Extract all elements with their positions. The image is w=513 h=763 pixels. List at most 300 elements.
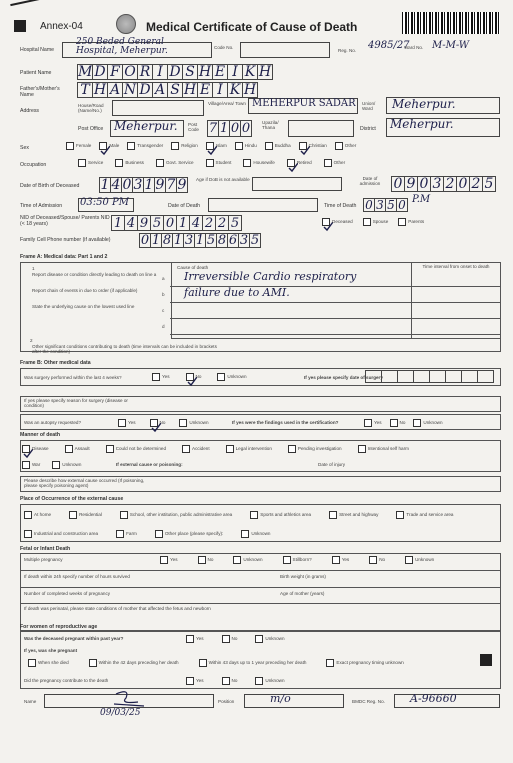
date-cell[interactable] xyxy=(397,370,414,383)
checkbox[interactable] xyxy=(120,511,128,519)
option-item[interactable] xyxy=(222,635,238,643)
fetal-title: Fetal or Infant Death xyxy=(20,546,71,552)
char-cell[interactable]: 7 xyxy=(166,177,176,193)
char-cell[interactable]: H xyxy=(243,82,257,98)
option-item[interactable] xyxy=(22,445,49,453)
char-cell[interactable]: 0 xyxy=(122,177,132,193)
patient-label: Patient Name xyxy=(20,70,52,76)
char-cell[interactable]: I xyxy=(227,64,243,80)
date-cell[interactable] xyxy=(461,370,478,383)
age-field[interactable] xyxy=(252,177,342,191)
option-label: Sports and athletics area xyxy=(260,511,312,517)
option-item[interactable] xyxy=(233,556,262,564)
option-item[interactable] xyxy=(255,677,284,685)
option-label: No xyxy=(399,420,406,426)
checkbox[interactable] xyxy=(155,530,163,538)
checkbox[interactable] xyxy=(217,373,225,381)
surgery-reason-label: If yes please specify reason for surgery (disease or condition) xyxy=(24,398,128,409)
option-item[interactable] xyxy=(206,142,227,150)
option-item[interactable] xyxy=(363,218,389,226)
option-item[interactable] xyxy=(299,142,327,150)
char-cell[interactable]: 1 xyxy=(151,233,161,248)
option-item[interactable] xyxy=(198,556,214,564)
option-label: Christian xyxy=(308,143,327,149)
post-office-value: Meherpur. xyxy=(114,119,178,133)
char-cell[interactable]: I xyxy=(152,64,168,80)
option-item[interactable] xyxy=(120,511,232,519)
char-cell[interactable]: 0 xyxy=(230,121,240,136)
checkbox[interactable] xyxy=(66,142,74,150)
option-item[interactable] xyxy=(288,445,342,453)
nid-label: NID of Deceased/Spouse/ Parents NID (< 18 years) xyxy=(20,215,110,227)
occupation-options[interactable] xyxy=(78,158,408,168)
checkbox[interactable] xyxy=(127,142,135,150)
checkbox[interactable] xyxy=(206,159,214,167)
death-date-field[interactable] xyxy=(208,198,318,212)
cause-row-number: 1 xyxy=(32,266,35,271)
char-cell[interactable]: 3 xyxy=(239,233,249,248)
checkbox[interactable] xyxy=(150,419,158,427)
char-cell[interactable]: H xyxy=(198,64,212,80)
option-item[interactable] xyxy=(186,373,202,381)
age-label: Age if DoB is not available xyxy=(196,177,250,182)
nid-cells[interactable] xyxy=(112,215,242,231)
checkbox[interactable] xyxy=(265,142,273,150)
option-item[interactable] xyxy=(396,511,453,519)
option-label: Unknown xyxy=(227,374,247,380)
option-label: Disease xyxy=(32,446,49,452)
date-cell[interactable] xyxy=(365,370,382,383)
option-label: Religion xyxy=(181,143,198,149)
option-item[interactable] xyxy=(186,677,204,685)
option-item[interactable] xyxy=(65,445,90,453)
checkbox[interactable] xyxy=(24,530,32,538)
char-cell[interactable]: 1 xyxy=(144,177,154,193)
option-item[interactable] xyxy=(115,159,144,167)
checkbox[interactable] xyxy=(198,556,206,564)
char-cell[interactable]: 0 xyxy=(363,198,375,212)
frame-b-title: Frame B: Other medical data xyxy=(20,360,91,366)
option-item[interactable] xyxy=(398,218,424,226)
checkbox[interactable] xyxy=(206,142,214,150)
char-cell[interactable]: 0 xyxy=(456,176,470,192)
admission-date-cells[interactable] xyxy=(392,176,496,192)
char-cell[interactable]: 3 xyxy=(374,198,386,212)
char-cell[interactable]: D xyxy=(92,64,108,80)
char-cell[interactable]: M xyxy=(78,64,93,80)
char-cell[interactable]: I xyxy=(212,82,228,98)
option-item[interactable] xyxy=(152,373,170,381)
checkbox[interactable] xyxy=(322,218,330,226)
bmdc-label: BMDC Reg. No. xyxy=(352,699,385,704)
fetal-options[interactable] xyxy=(160,555,500,565)
checkbox[interactable] xyxy=(52,461,60,469)
char-cell[interactable]: 1 xyxy=(195,233,205,248)
char-cell[interactable]: 0 xyxy=(396,198,408,212)
district-value: Meherpur. xyxy=(390,117,454,131)
interval-col-header: Time interval from onset to death xyxy=(422,264,490,269)
option-item[interactable] xyxy=(413,419,442,427)
checkbox[interactable] xyxy=(22,445,30,453)
checkbox[interactable] xyxy=(358,445,366,453)
date-cell[interactable] xyxy=(413,370,430,383)
option-item[interactable] xyxy=(69,511,102,519)
char-cell[interactable]: 5 xyxy=(250,233,260,248)
surgery-date-cells[interactable] xyxy=(366,370,494,383)
manner-options-2[interactable] xyxy=(22,460,112,470)
autopsy-question: Was an autopsy requested? xyxy=(24,420,82,425)
manner-title: Manner of death xyxy=(20,432,61,438)
option-item[interactable] xyxy=(217,373,246,381)
option-label: Retired xyxy=(296,160,312,166)
cause-value: Irreversible Cardio respiratory xyxy=(184,270,357,283)
checkbox[interactable] xyxy=(287,159,295,167)
option-item[interactable] xyxy=(226,445,272,453)
char-cell[interactable]: 8 xyxy=(217,233,227,248)
char-cell[interactable]: 4 xyxy=(111,177,121,193)
char-cell[interactable]: H xyxy=(183,82,197,98)
option-label: Unknown xyxy=(243,557,263,563)
option-label: Service xyxy=(88,160,104,166)
father-name-cells[interactable] xyxy=(78,82,258,98)
position-field[interactable] xyxy=(244,694,344,708)
place-title: Place of Occurrence of the external cause xyxy=(20,496,124,502)
reg-value: 4985/27 xyxy=(368,40,410,51)
option-item[interactable] xyxy=(364,419,382,427)
char-cell[interactable]: K xyxy=(227,82,243,98)
char-cell[interactable]: 9 xyxy=(177,177,187,193)
option-item[interactable] xyxy=(179,419,208,427)
char-cell[interactable]: 2 xyxy=(469,176,483,192)
option-label: Assault xyxy=(74,446,90,452)
char-cell[interactable]: D xyxy=(137,82,153,98)
checkbox[interactable] xyxy=(326,659,334,667)
option-item[interactable] xyxy=(89,659,179,667)
checkbox[interactable] xyxy=(243,159,251,167)
char-cell[interactable]: 5 xyxy=(385,198,397,212)
option-item[interactable] xyxy=(118,419,136,427)
char-cell[interactable]: 9 xyxy=(155,177,165,193)
char-cell[interactable]: 2 xyxy=(215,215,229,231)
char-cell[interactable]: 4 xyxy=(124,215,138,231)
char-cell[interactable]: 5 xyxy=(150,215,164,231)
checkbox[interactable] xyxy=(233,556,241,564)
cause-row-letter: a xyxy=(162,276,165,281)
option-item[interactable] xyxy=(99,142,119,150)
option-label: Within 43 days up to 1 year preceding her death xyxy=(208,660,307,666)
checkbox[interactable] xyxy=(405,556,413,564)
option-label: Yes xyxy=(341,557,350,563)
option-label: Could not be determined xyxy=(115,446,166,452)
option-item[interactable] xyxy=(255,635,284,643)
checkbox[interactable] xyxy=(283,556,291,564)
option-item[interactable] xyxy=(156,159,194,167)
checkbox[interactable] xyxy=(332,556,340,564)
date-cell[interactable] xyxy=(381,370,398,383)
char-cell[interactable]: 0 xyxy=(417,176,431,192)
checkbox[interactable] xyxy=(152,373,160,381)
option-item[interactable] xyxy=(66,142,91,150)
option-item[interactable] xyxy=(222,677,238,685)
option-item[interactable] xyxy=(265,142,291,150)
option-item[interactable] xyxy=(171,142,198,150)
option-item[interactable] xyxy=(235,142,257,150)
char-cell[interactable]: 2 xyxy=(443,176,457,192)
checkbox[interactable] xyxy=(65,445,73,453)
surgery-options[interactable] xyxy=(152,372,302,382)
checkbox[interactable] xyxy=(199,659,207,667)
char-cell[interactable]: K xyxy=(242,64,258,80)
cause-line xyxy=(170,318,500,319)
char-cell[interactable]: 7 xyxy=(208,121,218,136)
option-item[interactable] xyxy=(182,445,210,453)
char-cell[interactable]: 1 xyxy=(173,233,183,248)
checkbox[interactable] xyxy=(115,159,123,167)
position-label: Position xyxy=(218,699,235,704)
char-cell[interactable]: 5 xyxy=(228,215,242,231)
option-label: Street and highway xyxy=(339,511,379,517)
option-item[interactable] xyxy=(24,530,98,538)
char-cell[interactable]: 6 xyxy=(228,233,238,248)
checkbox[interactable] xyxy=(369,556,377,564)
checkbox[interactable] xyxy=(24,511,32,519)
checkbox[interactable] xyxy=(222,677,230,685)
checkbox[interactable] xyxy=(182,445,190,453)
char-cell[interactable]: 0 xyxy=(140,233,150,248)
if-yes-label: If yes, was she pregnant xyxy=(24,648,78,653)
checkbox[interactable] xyxy=(226,445,234,453)
option-label: Student xyxy=(215,160,232,166)
option-item[interactable] xyxy=(326,659,403,667)
option-item[interactable] xyxy=(78,159,103,167)
birth-weight-label: Birth weight (in grams) xyxy=(280,574,326,579)
checkbox[interactable] xyxy=(106,445,114,453)
sex-religion-options[interactable] xyxy=(66,141,500,151)
checkbox[interactable] xyxy=(186,373,194,381)
option-item[interactable] xyxy=(52,461,81,469)
death-time-cells[interactable] xyxy=(364,198,408,212)
option-item[interactable] xyxy=(283,556,312,564)
char-cell[interactable]: 3 xyxy=(430,176,444,192)
option-label: Other xyxy=(344,143,357,149)
phone-cells[interactable] xyxy=(140,233,261,248)
checkbox[interactable] xyxy=(160,556,168,564)
admission-time-value: 03:50 PM xyxy=(80,197,129,208)
option-item[interactable] xyxy=(127,142,163,150)
char-cell[interactable]: 8 xyxy=(162,233,172,248)
char-cell[interactable]: 4 xyxy=(189,215,203,231)
option-label: Unknown xyxy=(265,636,285,642)
government-seal-icon xyxy=(116,14,136,34)
char-cell[interactable]: 3 xyxy=(133,177,143,193)
checkbox[interactable] xyxy=(413,419,421,427)
option-item[interactable] xyxy=(106,445,166,453)
char-cell[interactable]: 9 xyxy=(404,176,418,192)
option-label: Unknown xyxy=(415,557,435,563)
checkbox[interactable] xyxy=(69,511,77,519)
checkbox[interactable] xyxy=(235,142,243,150)
checkbox[interactable] xyxy=(250,511,258,519)
annex-label: Annex-04 xyxy=(40,21,83,32)
checkbox[interactable] xyxy=(288,445,296,453)
option-label: No xyxy=(231,678,238,684)
option-label: Female xyxy=(76,143,92,149)
char-cell[interactable]: 3 xyxy=(184,233,194,248)
cause-row-instruction: Report chain of events in due to order (if applicable) xyxy=(32,288,138,293)
option-item[interactable] xyxy=(24,511,51,519)
upazila-field[interactable] xyxy=(288,120,354,137)
char-cell[interactable]: F xyxy=(107,64,123,80)
code-label: Code No. xyxy=(214,45,234,50)
option-item[interactable] xyxy=(405,556,434,564)
char-cell[interactable]: D xyxy=(167,64,183,80)
cause-row-instruction: State the underlying cause on the lowest used line xyxy=(32,304,135,309)
option-label: Within the 42 days preceding her death xyxy=(98,660,179,666)
option-label: Unknown xyxy=(265,678,285,684)
char-cell[interactable]: S xyxy=(167,82,183,98)
char-cell[interactable]: R xyxy=(137,64,153,80)
house-field[interactable] xyxy=(112,100,204,116)
manner-options[interactable] xyxy=(22,444,500,454)
occupation-label: Occupation xyxy=(20,162,47,168)
option-label: Other xyxy=(333,160,346,166)
char-cell[interactable]: T xyxy=(77,82,93,98)
checkbox[interactable] xyxy=(335,142,343,150)
option-item[interactable] xyxy=(28,659,69,667)
char-cell[interactable]: 1 xyxy=(219,121,229,136)
checkbox[interactable] xyxy=(116,530,124,538)
checkbox[interactable] xyxy=(324,159,332,167)
code-field[interactable] xyxy=(240,42,330,58)
date-cell[interactable] xyxy=(429,370,446,383)
char-cell[interactable]: 1 xyxy=(176,215,190,231)
contribute-options[interactable] xyxy=(186,676,326,686)
char-cell[interactable]: 0 xyxy=(391,176,405,192)
postcode-cells[interactable] xyxy=(208,120,252,137)
checkbox[interactable] xyxy=(186,635,194,643)
char-cell[interactable]: N xyxy=(123,82,137,98)
char-cell[interactable]: A xyxy=(152,82,168,98)
death-time-label: Time of Death xyxy=(324,203,357,209)
option-item[interactable] xyxy=(206,159,232,167)
death-date-label: Date of Death xyxy=(168,203,201,209)
option-item[interactable] xyxy=(116,530,137,538)
pregnant-options[interactable] xyxy=(186,634,326,644)
checkbox[interactable] xyxy=(222,635,230,643)
signature-date: 09/03/25 xyxy=(100,708,141,718)
option-item[interactable] xyxy=(332,556,350,564)
option-label: Pending investigation xyxy=(297,446,342,452)
checkbox[interactable] xyxy=(78,159,86,167)
pregnancy-timing-options[interactable] xyxy=(28,658,500,668)
char-cell[interactable]: O xyxy=(122,64,138,80)
checkbox[interactable] xyxy=(398,218,406,226)
option-item[interactable] xyxy=(22,461,40,469)
checkbox[interactable] xyxy=(329,511,337,519)
char-cell[interactable]: 9 xyxy=(137,215,151,231)
option-label: Deceased xyxy=(332,219,353,225)
checkbox[interactable] xyxy=(99,142,107,150)
checkbox[interactable] xyxy=(363,218,371,226)
char-cell[interactable]: 1 xyxy=(100,177,110,193)
char-cell[interactable]: H xyxy=(93,82,107,98)
autopsy-findings-options[interactable] xyxy=(364,418,500,428)
option-item[interactable] xyxy=(369,556,385,564)
option-item[interactable] xyxy=(335,142,357,150)
option-item[interactable] xyxy=(390,419,406,427)
checkbox[interactable] xyxy=(241,530,249,538)
checkbox[interactable] xyxy=(22,461,30,469)
checkbox[interactable] xyxy=(396,511,404,519)
nid-owner-options[interactable] xyxy=(322,217,502,227)
char-cell[interactable]: 5 xyxy=(206,233,216,248)
char-cell[interactable]: 0 xyxy=(241,121,251,136)
char-cell[interactable]: 5 xyxy=(482,176,496,192)
checkbox[interactable] xyxy=(171,142,179,150)
option-item[interactable] xyxy=(322,218,353,226)
option-item[interactable] xyxy=(324,159,346,167)
option-item[interactable] xyxy=(155,530,223,538)
option-label: Unknown xyxy=(251,530,271,536)
injury-date-label: Date of injury xyxy=(318,462,346,467)
checkbox[interactable] xyxy=(255,635,263,643)
option-item[interactable] xyxy=(243,159,274,167)
char-cell[interactable]: H xyxy=(258,64,272,80)
option-item[interactable] xyxy=(150,419,166,427)
cause-line xyxy=(170,334,500,335)
option-item[interactable] xyxy=(329,511,378,519)
checkbox[interactable] xyxy=(390,419,398,427)
option-item[interactable] xyxy=(250,511,311,519)
checkbox[interactable] xyxy=(255,677,263,685)
char-cell[interactable]: 1 xyxy=(111,215,125,231)
reproductive-title: For women of reproductive age xyxy=(20,624,98,630)
char-cell[interactable]: 2 xyxy=(202,215,216,231)
char-cell[interactable]: E xyxy=(212,64,228,80)
checkbox[interactable] xyxy=(179,419,187,427)
checkbox[interactable] xyxy=(156,159,164,167)
option-item[interactable] xyxy=(199,659,307,667)
option-item[interactable] xyxy=(241,530,270,538)
option-item[interactable] xyxy=(186,635,204,643)
father-label: Father's/Mother's Name xyxy=(20,86,60,98)
checkbox[interactable] xyxy=(28,659,36,667)
patient-name-cells[interactable] xyxy=(78,64,273,80)
char-cell[interactable]: E xyxy=(197,82,213,98)
dob-cells[interactable] xyxy=(100,177,188,193)
checkbox[interactable] xyxy=(118,419,126,427)
option-label: Transgender xyxy=(137,143,164,149)
house-label: House/Road (Name/No.) xyxy=(78,103,104,114)
char-cell[interactable]: S xyxy=(182,64,198,80)
option-item[interactable] xyxy=(287,159,312,167)
date-cell[interactable] xyxy=(477,370,494,383)
option-label: Hindu xyxy=(244,143,257,149)
checkbox[interactable] xyxy=(186,677,194,685)
char-cell[interactable]: A xyxy=(107,82,123,98)
date-cell[interactable] xyxy=(445,370,462,383)
checkbox[interactable] xyxy=(364,419,372,427)
checkbox[interactable] xyxy=(299,142,307,150)
place-options[interactable] xyxy=(24,508,500,540)
char-cell[interactable]: 0 xyxy=(163,215,177,231)
admission-date-label: Date of admission xyxy=(359,176,381,187)
autopsy-options[interactable] xyxy=(118,418,228,428)
checkbox[interactable] xyxy=(89,659,97,667)
option-item[interactable] xyxy=(358,445,409,453)
post-office-label: Post Office xyxy=(78,126,104,132)
option-item[interactable] xyxy=(160,556,178,564)
